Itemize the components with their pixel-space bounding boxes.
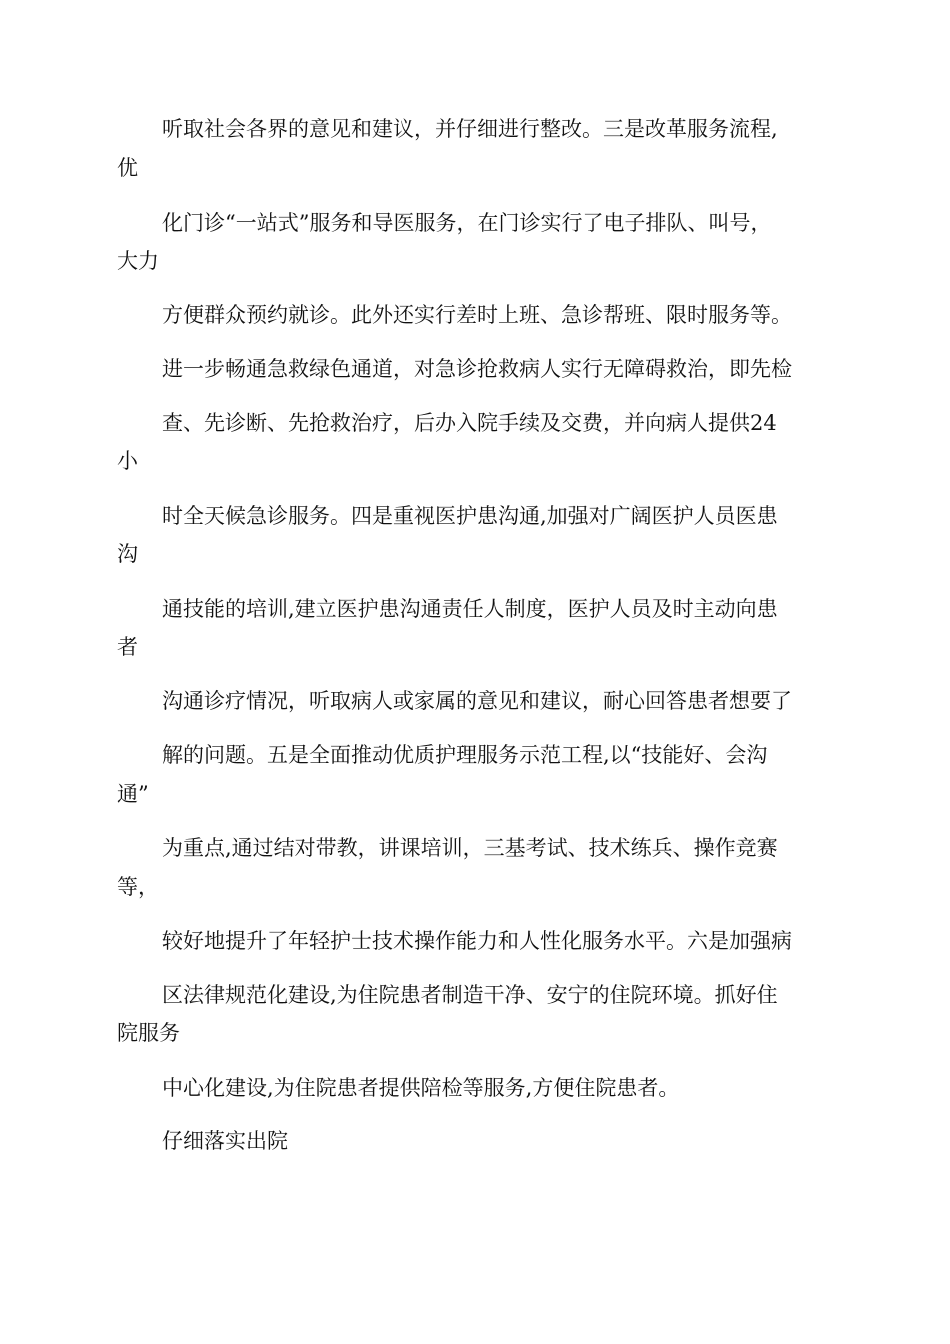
text-line: 中心化建设,为住院患者提供陪检等服务,方便住院患者。 (162, 1076, 680, 1100)
text-line: 解的问题。五是全面推动优质护理服务示范工程,以“技能好、会沟 (162, 743, 768, 767)
text-line: 化门诊“一站式”服务和导医服务，在门诊实行了电子排队、叫号， (162, 211, 772, 235)
text-line-wrap: 通” (117, 782, 149, 806)
text-line: 沟通诊疗情况，听取病人或家属的意见和建议，耐心回答患者想要了 (162, 689, 792, 713)
text-line: 听取社会各界的意见和建议，并仔细进行整改。三是改革服务流程, (162, 117, 778, 141)
text-line: 通技能的培训,建立医护患沟通责任人制度，医护人员及时主动向患 (162, 597, 778, 621)
text-line: 方便群众预约就诊。此外还实行差时上班、急诊帮班、限时服务等。 (162, 303, 792, 327)
text-line: 较好地提升了年轻护士技术操作能力和人性化服务水平。六是加强病 (162, 929, 792, 953)
text-line-wrap: 者 (117, 635, 138, 659)
text-line: 查、先诊断、先抢救治疗，后办入院手续及交费，并向病人提供24 (162, 411, 777, 435)
text-line-wrap: 院服务 (117, 1021, 180, 1045)
text-line-wrap: 等， (117, 875, 159, 899)
text-line-wrap: 大力 (117, 249, 159, 273)
text-line-wrap: 小 (117, 449, 138, 473)
text-line: 进一步畅通急救绿色通道，对急诊抢救病人实行无障碍救治，即先检 (162, 357, 792, 381)
text-line-wrap: 优 (117, 156, 138, 180)
text-line: 为重点,通过结对带教，讲课培训，三基考试、技术练兵、操作竞赛 (162, 836, 778, 860)
text-line: 仔细落实出院 (162, 1129, 288, 1153)
text-line: 区法律规范化建设,为住院患者制造干净、安宁的住院环境。抓好住 (162, 983, 778, 1007)
text-line-wrap: 沟 (117, 542, 138, 566)
text-line: 时全天候急诊服务。四是重视医护患沟通,加强对广阔医护人员医患 (162, 504, 778, 528)
